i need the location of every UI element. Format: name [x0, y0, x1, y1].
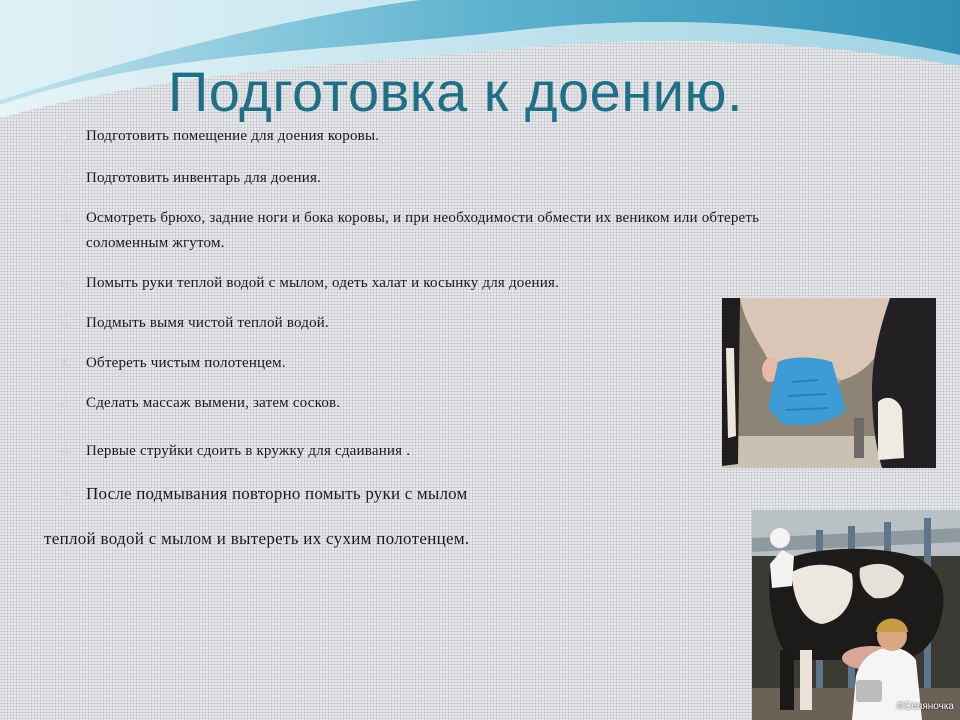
step-text: Подготовить инвентарь для доения.: [86, 170, 321, 186]
step-item: [40, 206, 830, 256]
step-text: Первые струйки сдоить в кружку для сдаивания .: [86, 443, 411, 459]
step-item: [40, 166, 830, 191]
step-item: [40, 311, 830, 336]
step-number: 7.: [61, 396, 70, 410]
step-number: 4.: [61, 276, 70, 290]
step-item: [40, 481, 830, 506]
step-text: Помыть руки теплой водой с мылом, одеть халат и косынку для доения.: [86, 275, 560, 291]
step-item: [40, 351, 830, 376]
cow-udder-photo: [722, 298, 936, 468]
slide-title: Подготовка к доению.: [168, 60, 744, 123]
step-text: Сделать массаж вымени, затем сосков.: [86, 395, 341, 411]
step-item: [40, 271, 830, 296]
step-number: 5.: [61, 316, 70, 330]
step-item: [40, 391, 830, 416]
step-item: [40, 439, 830, 464]
step-text: Подмыть вымя чистой теплой водой.: [86, 315, 329, 331]
step-number: 2.: [61, 171, 70, 185]
step-item: [40, 124, 830, 149]
step-text: Обтереть чистым полотенцем.: [86, 355, 286, 371]
step-text: После подмывания повторно помыть руки с мылом: [86, 484, 468, 503]
step-number: 8.: [61, 444, 70, 458]
step-number: 1.: [61, 129, 70, 143]
photo-watermark: ©Селяночка: [896, 701, 954, 712]
step-number: 3.: [61, 211, 70, 225]
step-text: Подготовить помещение для доения коровы.: [86, 128, 380, 144]
step-text: Осмотреть брюхо, задние ноги и бока коровы, и при необходимости обмести их веником или обтереть соломенным жгутом.: [86, 210, 760, 251]
step-number: 9.: [61, 486, 70, 500]
milking-photo: [752, 510, 960, 720]
step-continuation-text: теплой водой с мылом и вытереть их сухим полотенцем.: [44, 529, 470, 548]
step-number: 6.: [61, 356, 70, 370]
